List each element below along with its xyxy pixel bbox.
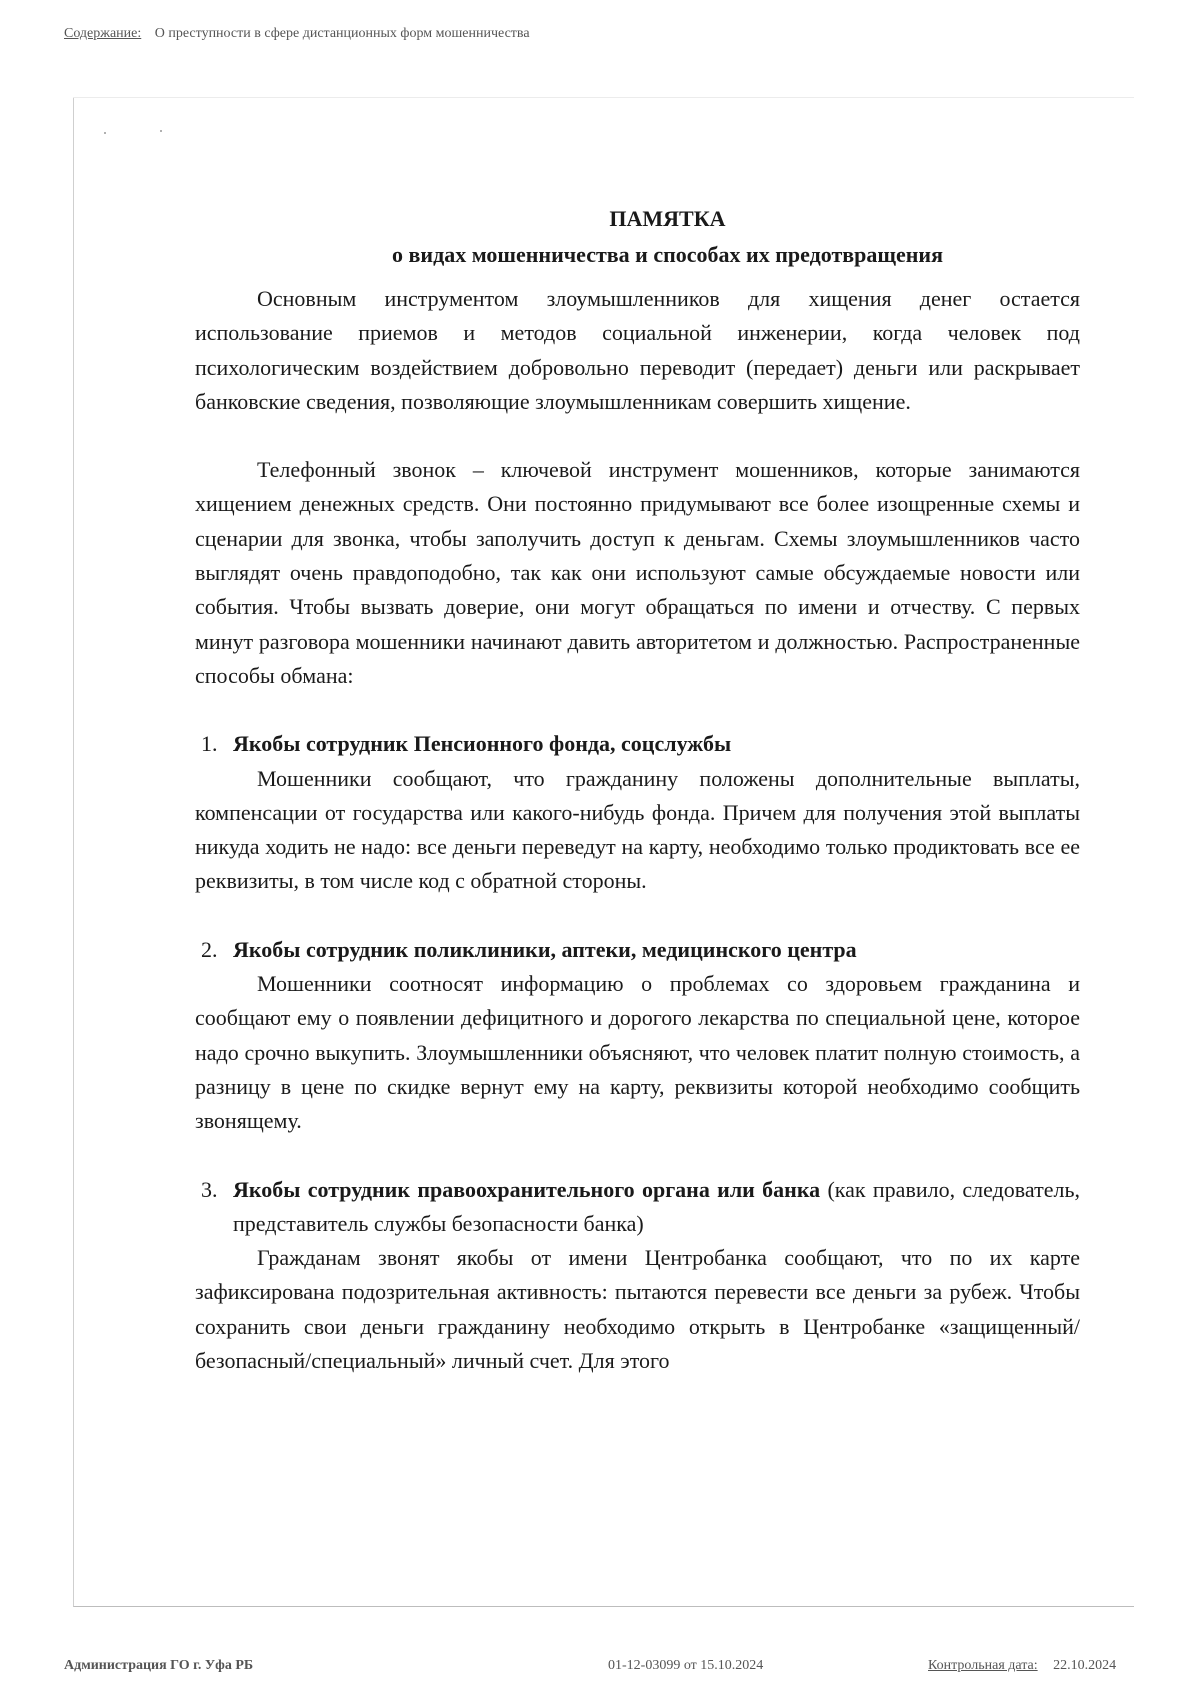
scan-speck: [160, 130, 162, 132]
footer-control-date: [928, 1658, 1116, 1674]
item-body: Мошенники соотносят информацию о проблемах со здоровьем гражданина и сообщают ему о появлении дефицитного и дорогого лекарства по специальной цене, которое надо срочно выкупить. Злоумышленники объясняют, что человек платит полную стоимость, а разницу в цене по скидке вернут ему на карту, реквизиты которой необходимо сообщить звонящему.: [195, 971, 1080, 1134]
control-date-value: 22.10.2024: [1053, 1658, 1117, 1673]
list-item: [195, 1173, 1080, 1379]
page-header: [64, 26, 530, 42]
control-date-label: Контрольная дата:: [928, 1658, 1038, 1673]
list-item: [195, 727, 1080, 898]
item-number: 3.: [201, 1176, 218, 1202]
header-text: О преступности в сфере дистанционных форм мошенничества: [154, 26, 530, 41]
item-title: Якобы сотрудник поликлиники, аптеки, медицинского центра: [233, 936, 857, 962]
document-body: [195, 282, 1080, 1378]
item-heading: [195, 933, 1080, 967]
item-number: 1.: [201, 731, 218, 757]
item-number: 2.: [201, 936, 218, 962]
intro-paragraph: Основным инструментом злоумышленников для хищения денег остается использование приемов и методов социальной инженерии, когда человек под психологическим воздействием добровольно переводит (передает) деньги или раскрывает банковские сведения, позволяющие злоумышленникам совершить хищение.: [195, 286, 1080, 414]
footer-registration: 01-12-03099 от 15.10.2024: [608, 1658, 764, 1673]
item-title: Якобы сотрудник Пенсионного фонда, соцслужбы: [233, 731, 732, 757]
item-heading: [195, 1173, 1080, 1242]
list-item: [195, 933, 1080, 1139]
item-title: Якобы сотрудник правоохранительного органа или банка: [233, 1176, 821, 1202]
scan-speck: [104, 132, 106, 134]
item-body: Мошенники сообщают, что гражданину положены дополнительные выплаты, компенсации от государства или какого-нибудь фонда. Причем для получения этой выплаты никуда ходить не надо: все деньги переведут на карту, необходимо только продиктовать все ее реквизиты, в том числе код с обратной стороны.: [195, 765, 1080, 894]
document-subtitle: о видах мошенничества и способах их предотвращения: [392, 242, 943, 267]
intro-paragraph: Телефонный звонок – ключевой инструмент мошенников, которые занимаются хищением денежных средств. Они постоянно придумывают все более изощренные схемы и сценарии для звонка, чтобы заполучить доступ к деньгам. Схемы злоумышленников часто выглядят очень правдоподобно, так как они используют самые обсуждаемые новости или события. Чтобы вызвать доверие, они могут обращаться по имени и отчеству. С первых минут разговора мошенники начинают давить авторитетом и должностью. Распространенные способы обмана:: [195, 457, 1080, 688]
footer-organization: Администрация ГО г. Уфа РБ: [64, 1658, 254, 1673]
item-body: Гражданам звонят якобы от имени Центробанка сообщают, что по их карте зафиксирована подозрительная активность: пытаются перевести все деньги за рубеж. Чтобы сохранить свои деньги гражданину необходимо открыть в Центробанке «защищенный/безопасный/специальный» личный счет. Для этого: [195, 1245, 1080, 1374]
item-heading: [195, 727, 1080, 761]
document-title: ПАМЯТКА: [609, 206, 726, 231]
item-title-suffix: (как правило, следователь, представитель службы безопасности банка): [233, 1176, 1080, 1236]
header-label: Содержание:: [64, 26, 142, 41]
